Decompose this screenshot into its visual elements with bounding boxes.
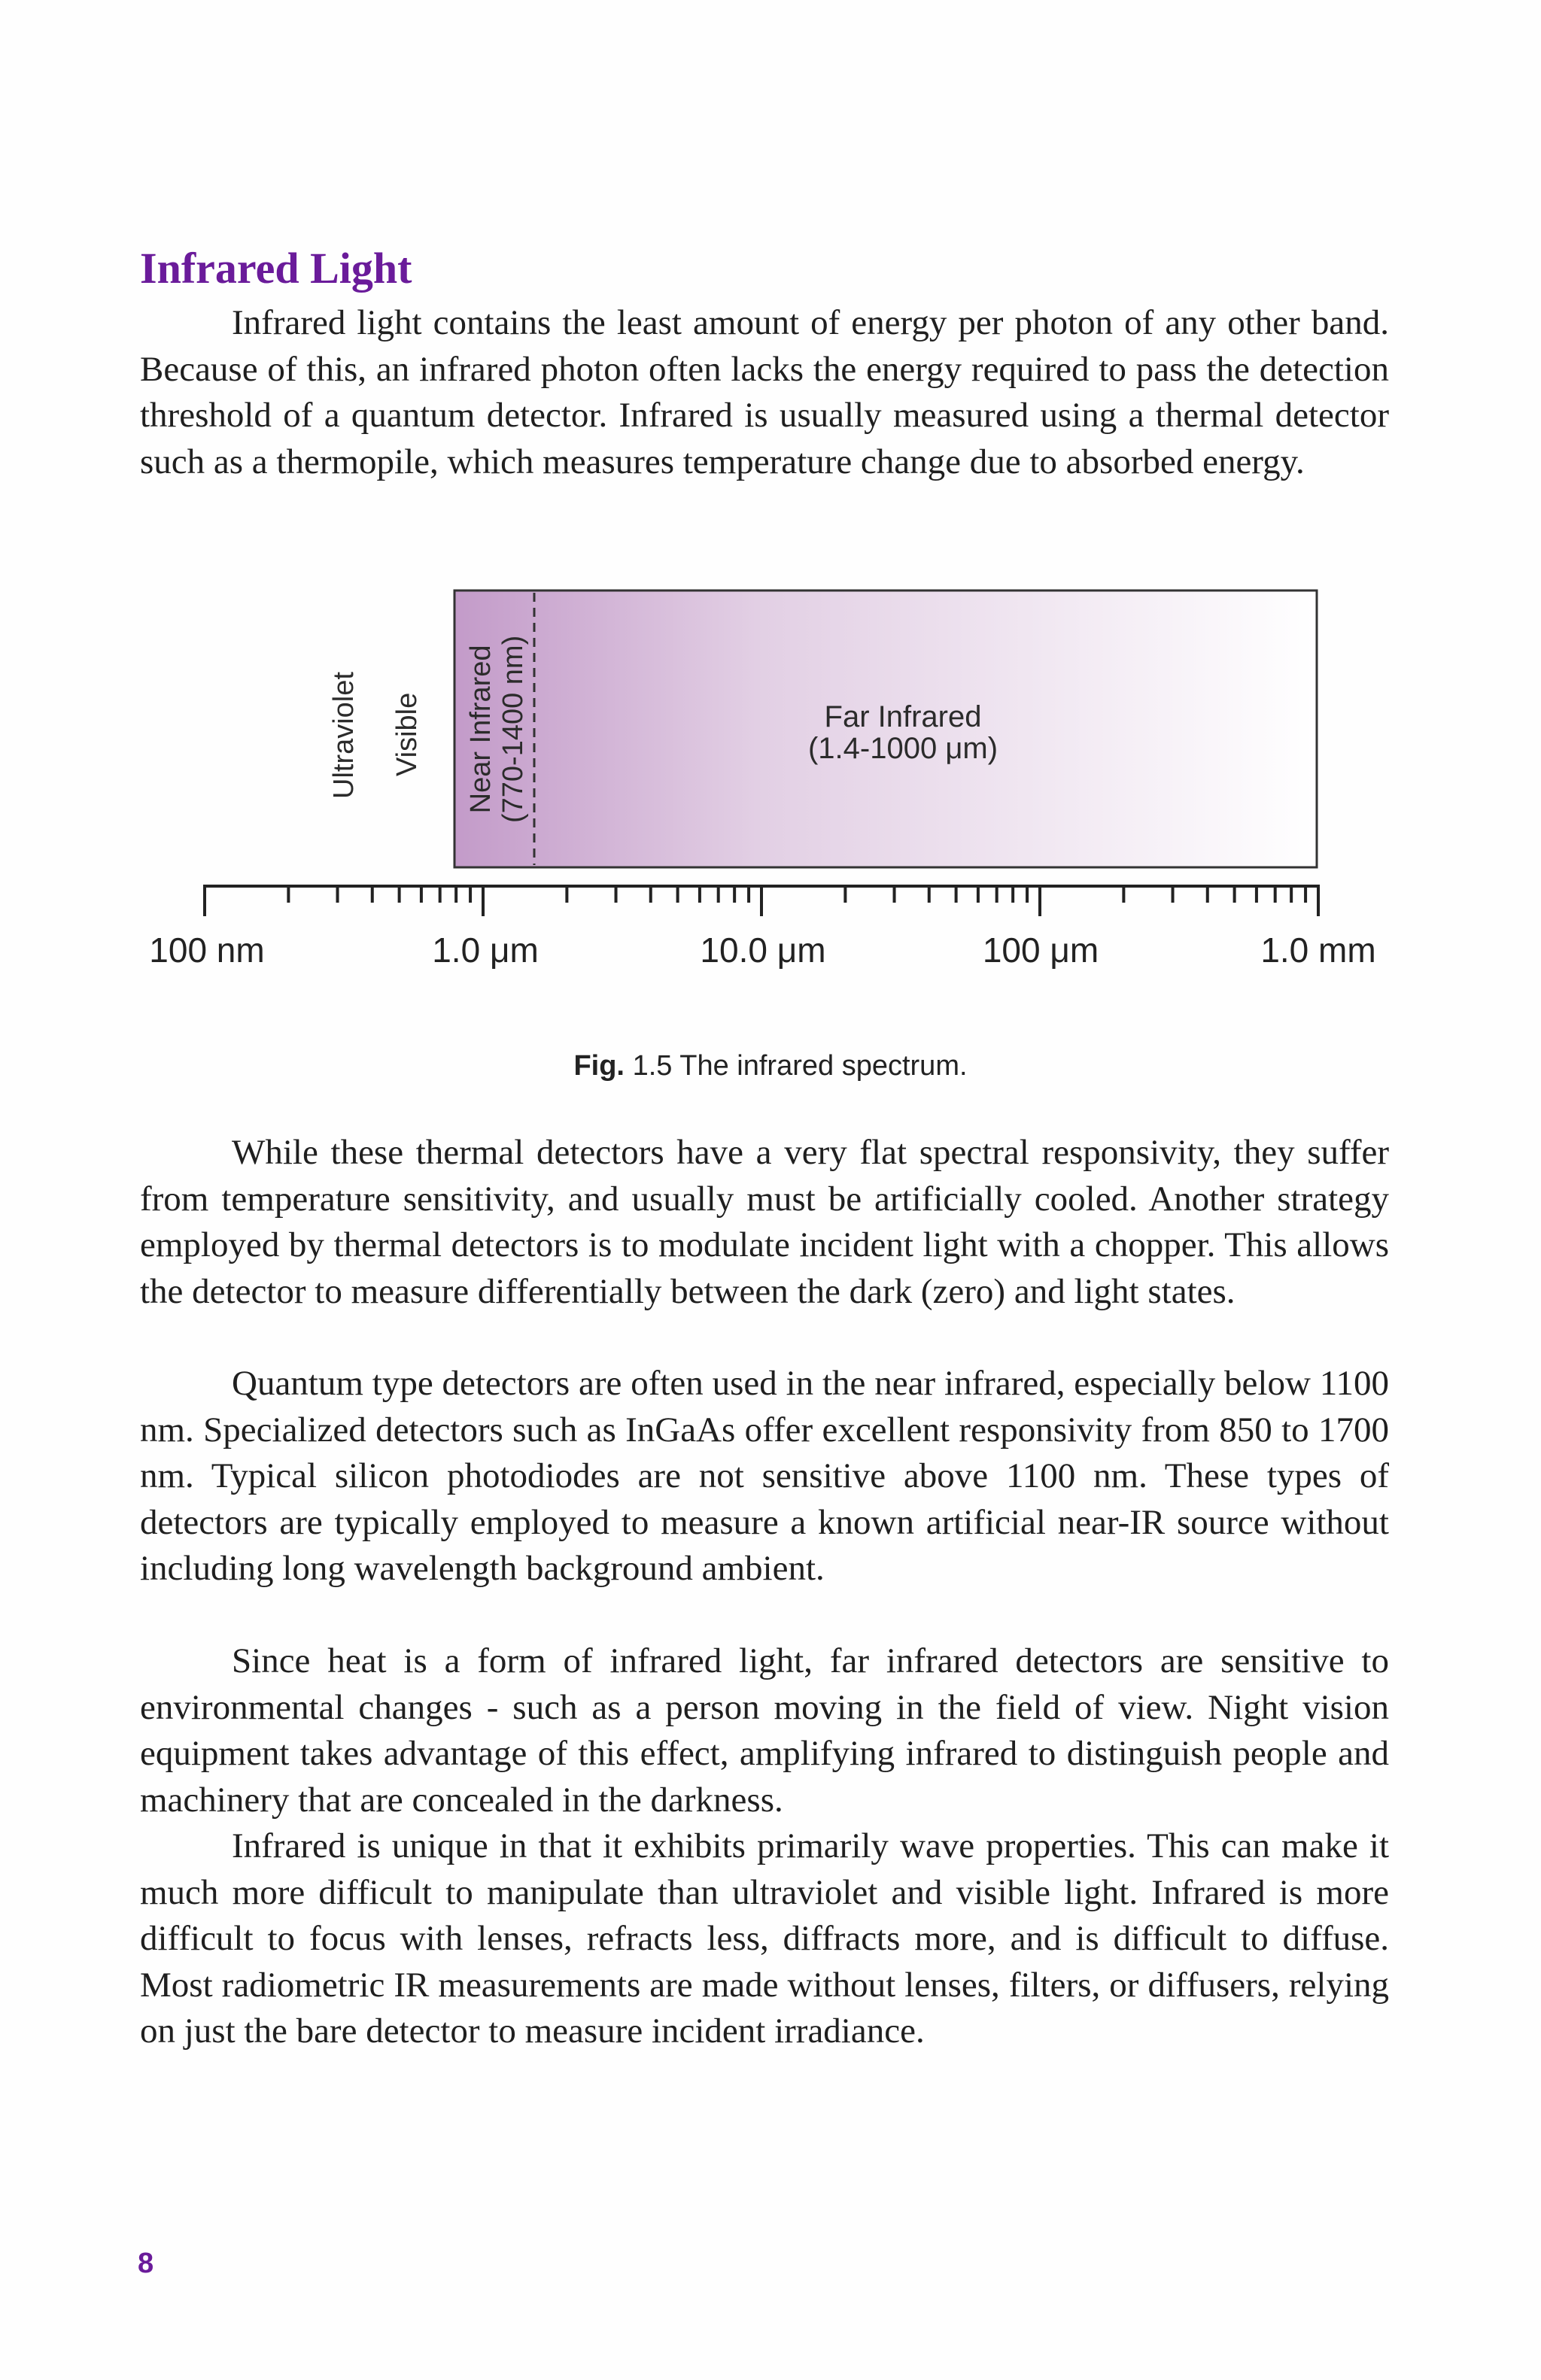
tick-label-10um: 10.0 μm xyxy=(700,930,826,970)
far-infrared-label xyxy=(752,701,1053,764)
near-infrared-name: Near Infrared xyxy=(465,645,497,814)
ultraviolet-label: Ultraviolet xyxy=(328,672,360,799)
far-infrared-name: Far Infrared xyxy=(824,700,982,733)
near-infrared-label xyxy=(465,636,529,823)
paragraph: Infrared is unique in that it exhibits primarily wave properties. This can make it much more difficult to manipulate than ultraviolet and visible light. Infrared is more difficult to focus with lenses, refracts less, diffracts more, and is difficult to diffuse. Most radiometric IR measurements are made without lenses, filters, or diffusers, relying on just the bare detector to measure incident irradiance. xyxy=(140,1826,1389,2051)
caption-text: The infrared spectrum. xyxy=(679,1050,968,1082)
paragraph: Since heat is a form of infrared light, far infrared detectors are sensitive to environmental changes - such as a person moving in the field of view. Night vision equipment takes advantage of this effect, amplifying infrared to distinguish people and machinery that are concealed in the darkness. xyxy=(140,1641,1389,1820)
tick-label-1mm: 1.0 mm xyxy=(1260,930,1376,970)
tick-label-1um: 1.0 μm xyxy=(432,930,539,970)
section-heading: Infrared Light xyxy=(140,244,412,293)
paragraph: While these thermal detectors have a very flat spectral responsivity, they suffer from temperature sensitivity, and usually must be artificially cooled. Another strategy employed by thermal detectors is to modulate incident light with a chopper. This allows the detector to measure differentially between the dark (zero) and light states. xyxy=(140,1133,1389,1311)
axis-ticks xyxy=(205,885,1318,916)
paragraph: Quantum type detectors are often used in the near infrared, especially below 1100 nm. Specialized detectors such as InGaAs offer excellent responsivity from 850 to 1700 nm. Typical silicon photodiodes are not sensitive above 1100 nm. These types of detectors are typically employed to measure a known artificial near-IR source without including long wavelength background ambient. xyxy=(140,1364,1389,1588)
far-infrared-range: (1.4-1000 μm) xyxy=(807,732,998,765)
caption-label: Fig. xyxy=(573,1050,625,1082)
caption-number: 1.5 xyxy=(632,1050,673,1082)
infrared-spectrum-figure xyxy=(0,0,1541,1113)
near-infrared-range: (770-1400 nm) xyxy=(497,635,529,823)
figure-caption xyxy=(0,1050,1541,1082)
visible-label: Visible xyxy=(391,692,423,776)
page-number: 8 xyxy=(138,2248,154,2279)
tick-label-100nm: 100 nm xyxy=(149,930,265,970)
tick-label-100um: 100 μm xyxy=(982,930,1099,970)
paragraph: Infrared light contains the least amount of energy per photon of any other band. Because of this, an infrared photon often lacks the energy required to pass the detection threshold of a quantum detector. Infrared is usually measured using a thermal detector such as a thermopile, which measures temperature change due to absorbed energy. xyxy=(140,303,1389,481)
